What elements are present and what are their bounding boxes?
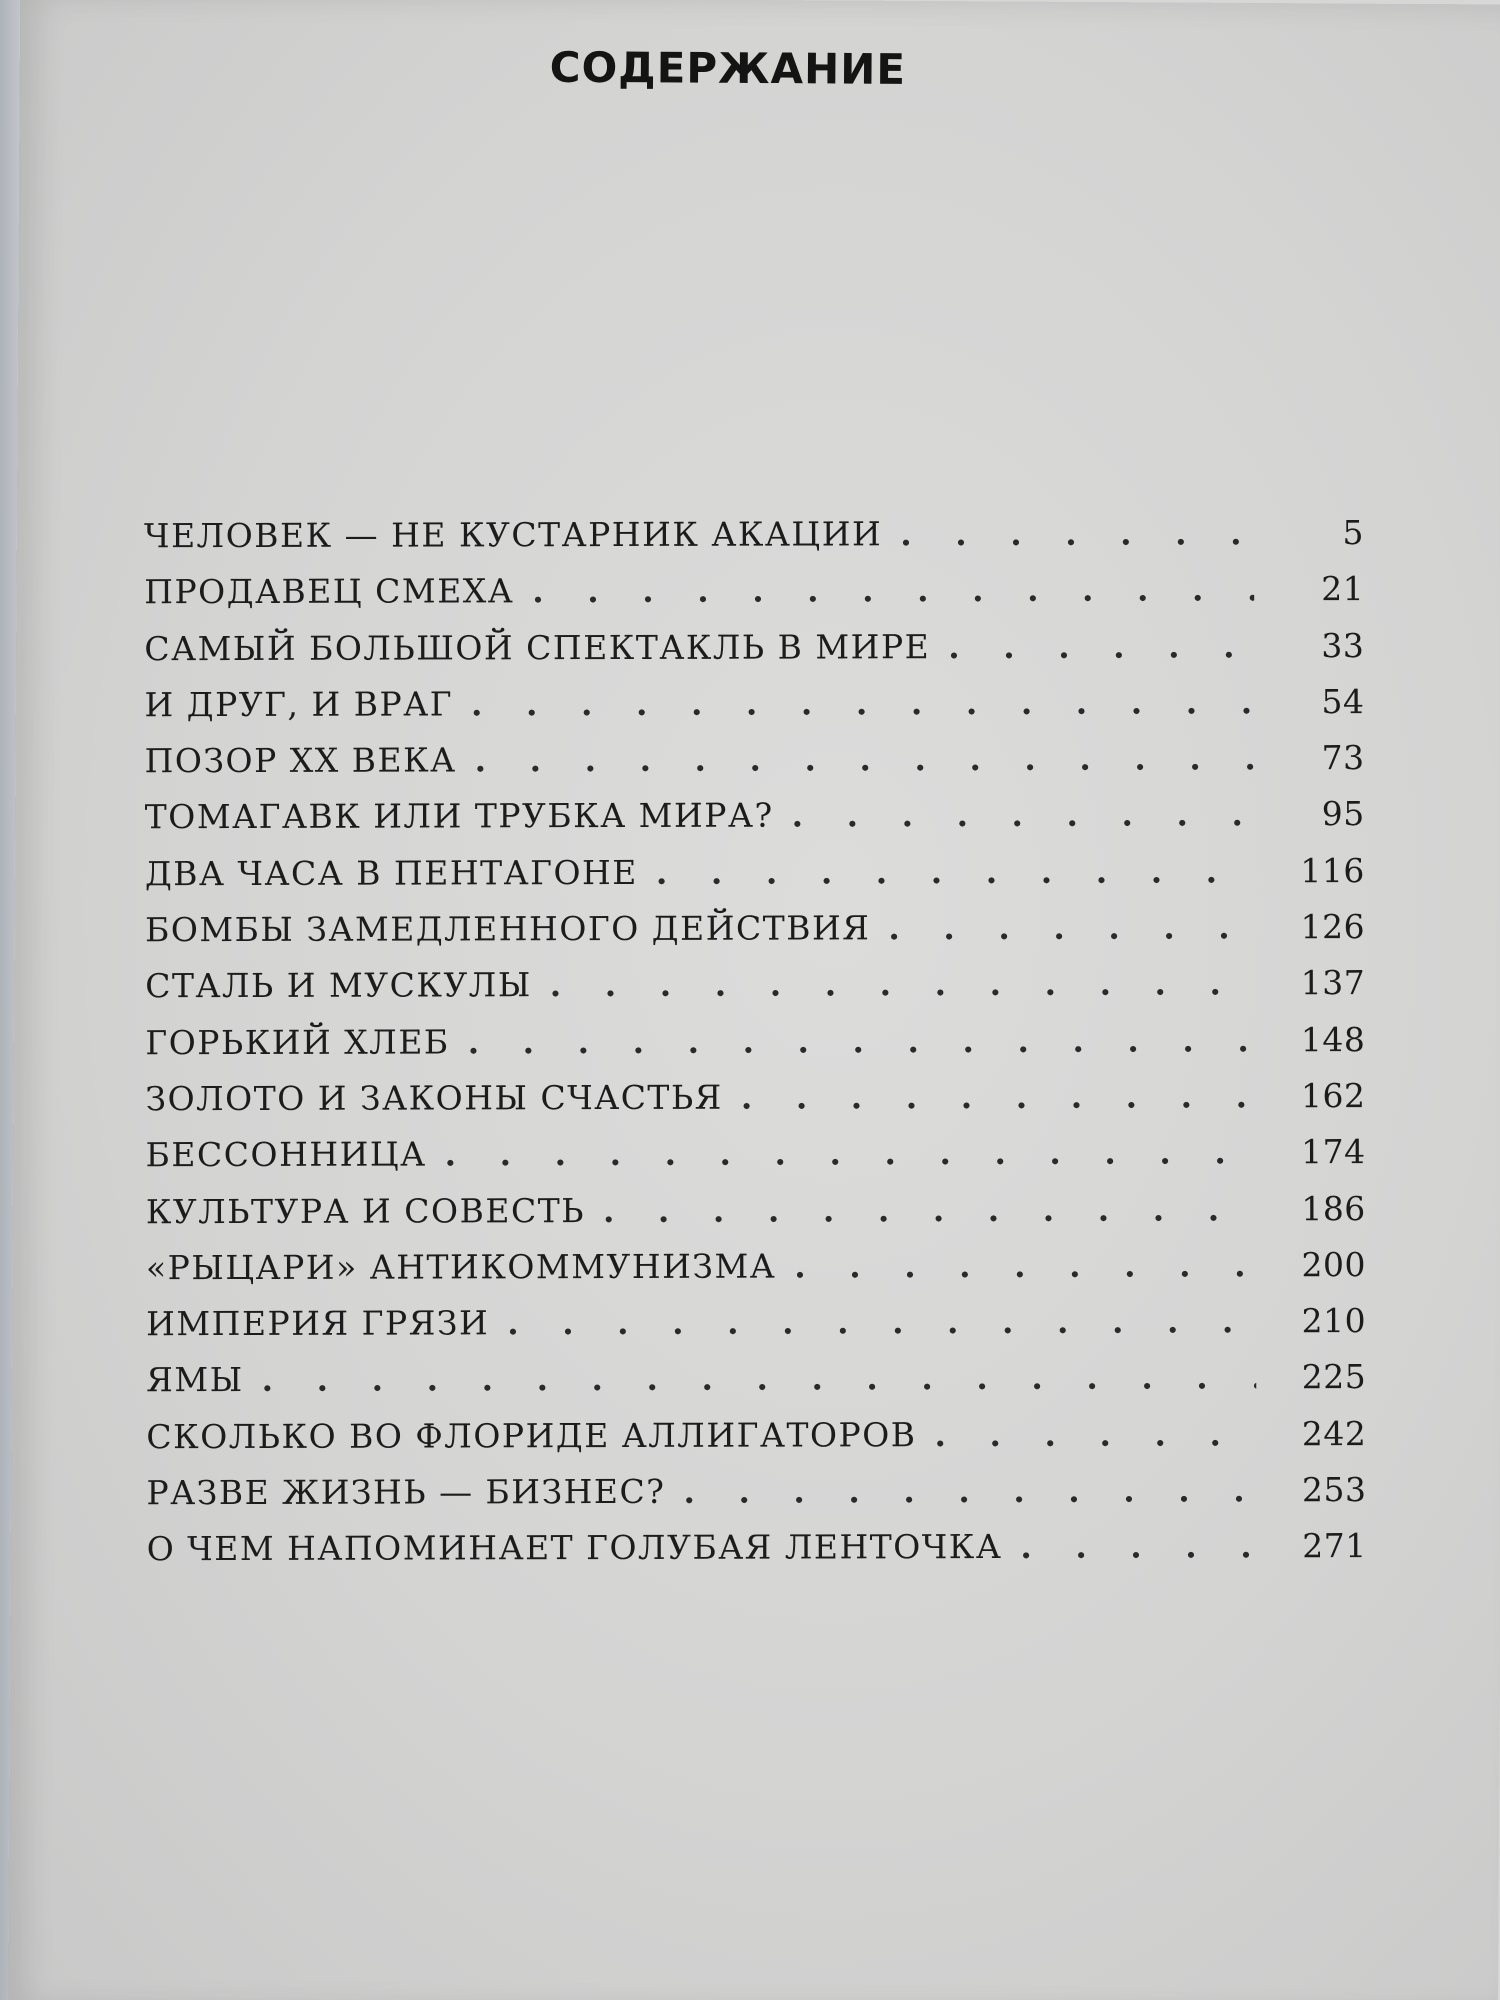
toc-entry-page: 95: [1321, 794, 1365, 834]
toc-entry-page: 21: [1321, 569, 1365, 609]
toc-entry-title: ПОЗОР XX ВЕКА: [144, 740, 457, 781]
toc-entry: [146, 1301, 1366, 1360]
toc-entry-title: СТАЛЬ И МУСКУЛЫ: [145, 965, 532, 1006]
dot-leader: [934, 1414, 1256, 1454]
toc-entry-page: 271: [1302, 1526, 1367, 1566]
toc-entry-title: РАЗВЕ ЖИЗНЬ — БИЗНЕС?: [146, 1471, 666, 1513]
toc-entry: [145, 963, 1365, 1022]
toc-entry: [145, 1020, 1365, 1079]
dot-leader: [1020, 1527, 1256, 1567]
toc-entry-page: 225: [1301, 1357, 1367, 1397]
toc-entry-page: 33: [1321, 625, 1365, 665]
toc-entry-page: 148: [1300, 1019, 1366, 1059]
toc-entry: [146, 1470, 1366, 1529]
toc-entry: [145, 907, 1365, 966]
toc-entry: [145, 851, 1365, 910]
book-page: [8, 0, 1500, 2000]
toc-entry-page: 186: [1301, 1188, 1366, 1228]
dot-leader: [741, 1076, 1256, 1116]
dot-leader: [475, 739, 1255, 780]
toc-entry: [144, 569, 1364, 628]
toc-entry-title: ГОРЬКИЙ ХЛЕБ: [145, 1022, 450, 1062]
toc-entry-title: ДВА ЧАСА В ПЕНТАГОНЕ: [144, 852, 638, 894]
toc-entry-page: 54: [1321, 681, 1365, 722]
toc-entry-title: «РЫЦАРИ» АНТИКОММУНИЗМА: [145, 1246, 777, 1288]
dot-leader: [683, 1470, 1256, 1511]
toc-entry-title: О ЧЕМ НАПОМИНАЕТ ГОЛУБАЯ ЛЕНТОЧКА: [146, 1527, 1003, 1569]
dot-leader: [550, 964, 1256, 1005]
dot-leader: [948, 626, 1254, 666]
toc-entry-title: ИМПЕРИЯ ГРЯЗИ: [146, 1303, 490, 1344]
toc-entry-title: КУЛЬТУРА И СОВЕСТЬ: [145, 1190, 585, 1231]
toc-entry-page: 253: [1301, 1470, 1367, 1510]
toc-entry-title: ЧЕЛОВЕК — НЕ КУСТАРНИК АКАЦИИ: [143, 514, 883, 556]
toc-entry: [146, 1189, 1366, 1248]
toc-entry: [147, 1526, 1367, 1585]
dot-leader: [445, 1133, 1256, 1174]
toc-entry-page: 5: [1342, 513, 1365, 553]
dot-leader: [468, 1020, 1256, 1061]
toc-entry-page: 162: [1300, 1076, 1366, 1116]
page-title: СОДЕРЖАНИЕ: [549, 42, 907, 94]
toc-entry-page: 126: [1300, 907, 1366, 947]
dot-leader: [471, 682, 1255, 723]
dot-leader: [603, 1189, 1256, 1230]
toc-entry: [145, 738, 1365, 797]
dot-leader: [532, 570, 1254, 611]
toc-entry-title: БОМБЫ ЗАМЕДЛЕННОГО ДЕЙСТВИЯ: [145, 908, 871, 950]
toc-entry-title: ЗОЛОТО И ЗАКОНЫ СЧАСТЬЯ: [145, 1077, 723, 1119]
toc-entry: [145, 1076, 1365, 1135]
toc-entry-title: ПРОДАВЕЦ СМЕХА: [144, 571, 515, 612]
toc-entry: [144, 513, 1364, 572]
toc-entry: [146, 1357, 1366, 1416]
table-of-contents: [144, 513, 1367, 1586]
dot-leader: [507, 1301, 1256, 1342]
dot-leader: [794, 1245, 1256, 1285]
toc-entry: [146, 1245, 1366, 1304]
toc-entry-page: 137: [1300, 963, 1366, 1003]
toc-entry-page: 242: [1301, 1413, 1367, 1453]
toc-entry: [144, 626, 1364, 685]
toc-entry: [144, 682, 1364, 741]
toc-entry-title: ЯМЫ: [146, 1360, 244, 1400]
toc-entry-page: 210: [1301, 1301, 1367, 1341]
toc-entry-title: ТОМАГАВК ИЛИ ТРУБКА МИРА?: [144, 796, 774, 837]
dot-leader: [656, 851, 1255, 892]
toc-entry: [145, 795, 1365, 854]
toc-entry-page: 174: [1301, 1132, 1366, 1172]
toc-entry-title: САМЫЙ БОЛЬШОЙ СПЕКТАКЛЬ В МИРЕ: [144, 626, 931, 668]
toc-entry-title: СКОЛЬКО ВО ФЛОРИДЕ АЛЛИГАТОРОВ: [146, 1414, 917, 1456]
dot-leader: [900, 513, 1254, 553]
toc-entry: [146, 1132, 1366, 1191]
dot-leader: [888, 907, 1255, 947]
toc-entry-page: 116: [1300, 850, 1365, 890]
toc-entry-page: 200: [1301, 1244, 1366, 1285]
dot-leader: [792, 795, 1255, 835]
dot-leader: [262, 1358, 1257, 1400]
toc-entry: [146, 1414, 1366, 1473]
toc-entry-page: 73: [1321, 738, 1365, 778]
toc-entry-title: БЕССОННИЦА: [145, 1134, 427, 1175]
toc-entry-title: И ДРУГ, И ВРАГ: [144, 684, 454, 725]
